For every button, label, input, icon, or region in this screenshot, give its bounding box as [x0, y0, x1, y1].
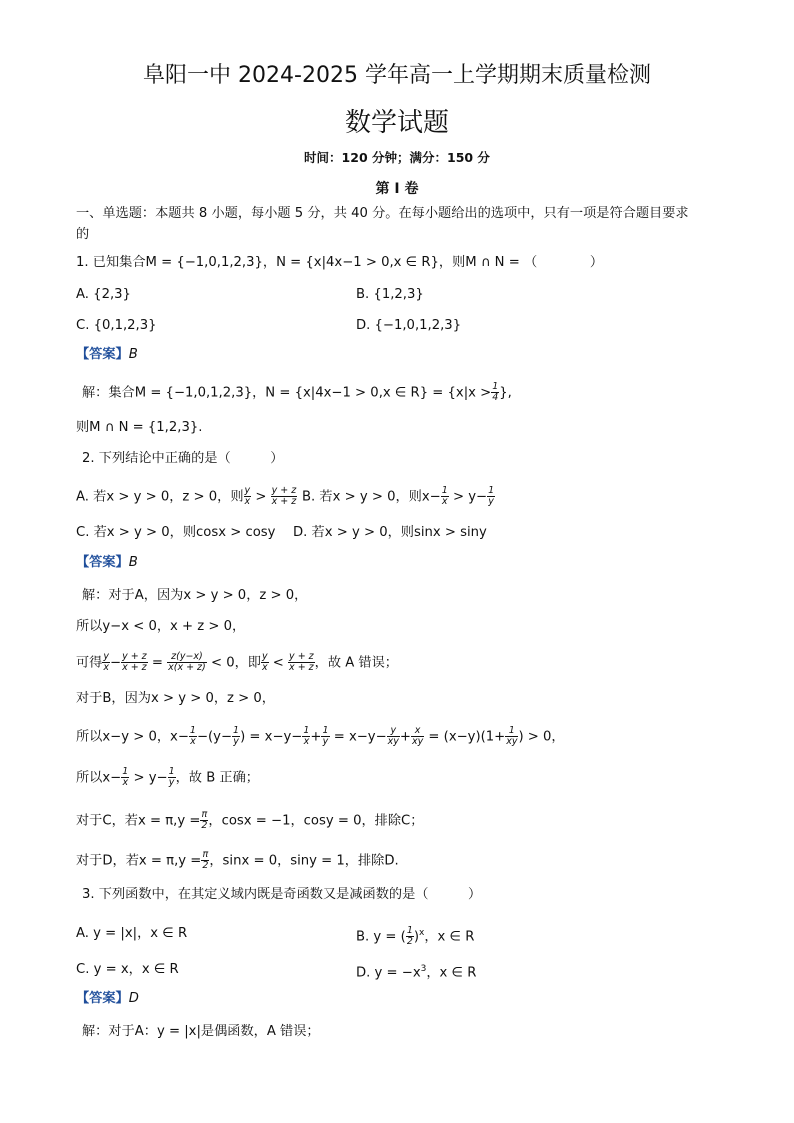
q1-option-a: A. {2,3}: [76, 287, 131, 302]
q1-solution-line1: 解：集合M = {−1,0,1,2,3}，N = {x|4x−1 > 0,x ∈ R} = {x|x > $\frac{1}{4}$ },: [82, 381, 512, 403]
q1-option-c: C. {0,1,2,3}: [76, 318, 157, 333]
q2-option-b: B. 若x > y > 0，则x− $\frac{1}{x}$ > y− $\frac{1}{y}$: [302, 485, 495, 507]
q3-option-a: A. y = |x|，x ∈ R: [76, 926, 188, 941]
q3-option-c: C. y = x，x ∈ R: [76, 962, 179, 977]
q2-solution-line5: 所以x−y > 0，x− $\frac{1}{x}$ −(y− $\frac{1}{y}$ ) = x−y− $\frac{1}{x}$ + $\frac{1}{y}$ = x−y− $\frac{y}{xy}$ + $\frac{x}{xy}$ = (x−y)(1+ $\frac{1}{xy}$ ) > 0，: [76, 725, 565, 747]
exam-subtitle: 数学试题: [344, 108, 449, 138]
q2-solution-line4: 对于B，因为x > y > 0，z > 0，: [76, 691, 275, 706]
q2-option-d: D. 若x > y > 0，则sinx > siny: [293, 525, 487, 540]
section-instruction-cont: 的: [76, 227, 90, 242]
q3-option-d: D. $y = -x^3$，x ∈ R: [356, 964, 477, 981]
q2-answer: 【答案】B: [76, 555, 138, 570]
q2-solution-line8: 对于D，若x = π,y = $\frac{\pi}{2}$ ，sinx = 0，siny = 1，排除D.: [76, 849, 399, 871]
q1-solution-line2: 则M ∩ N = {1,2,3}.: [76, 420, 203, 435]
q2-solution-line2: 所以y−x < 0，x + z > 0，: [76, 619, 246, 634]
q3-answer: 【答案】D: [76, 991, 139, 1006]
q2-solution-line1: 解：对于A，因为x > y > 0，z > 0，: [82, 588, 308, 603]
q3-stem: 3. 下列函数中，在其定义域内既是奇函数又是减函数的是（ ）: [82, 887, 482, 902]
exam-meta: 时间：120 分钟；满分：150 分: [304, 150, 490, 165]
q1-stem: 1. 已知集合M = {−1,0,1,2,3}，N = {x|4x−1 > 0,x ∈ R}，则M ∩ N = （ ）: [76, 255, 604, 270]
q2-solution-line3: 可得 $\frac{y}{x}$ − $\frac{y + z}{x + z}$ = $\frac{z(y-x)}{x(x + z)}$ < 0，即 $\frac{y}{x}$ < $\frac{y + z}{x + z}$ ，故 A 错误；: [76, 651, 398, 673]
q2-solution-line7: 对于C，若x = π,y = $\frac{\pi}{2}$ ，cosx = −1，cosy = 0，排除C；: [76, 809, 424, 831]
section-instruction: 一、单选题：本题共 8 小题，每小题 5 分，共 40 分。在每小题给出的选项中，只有一项是符合题目要求: [76, 206, 689, 221]
volume-label: 第 I 卷: [375, 181, 419, 197]
exam-title: 阜阳一中 2024-2025 学年高一上学期期末质量检测: [143, 63, 651, 88]
q3-option-b: B. y = ( $\frac{1}{2}$ )$^x$，x ∈ R: [356, 924, 475, 947]
q2-solution-line6: 所以x− $\frac{1}{x}$ > y− $\frac{1}{y}$ ，故 B 正确；: [76, 766, 259, 788]
q2-option-a: A. 若x > y > 0，z > 0，则 $\frac{y}{x}$ > $\frac{y + z}{x + z}$: [76, 485, 297, 507]
q2-option-c: C. 若x > y > 0，则cosx > cosy: [76, 525, 276, 540]
q3-solution-line1: 解：对于A：y = |x|是偶函数，A 错误；: [82, 1024, 320, 1039]
q2-stem: 2. 下列结论中正确的是（ ）: [82, 451, 284, 466]
q1-answer: 【答案】B: [76, 347, 138, 362]
q1-option-b: B. {1,2,3}: [356, 287, 424, 302]
q1-option-d: D. {−1,0,1,2,3}: [356, 318, 462, 333]
